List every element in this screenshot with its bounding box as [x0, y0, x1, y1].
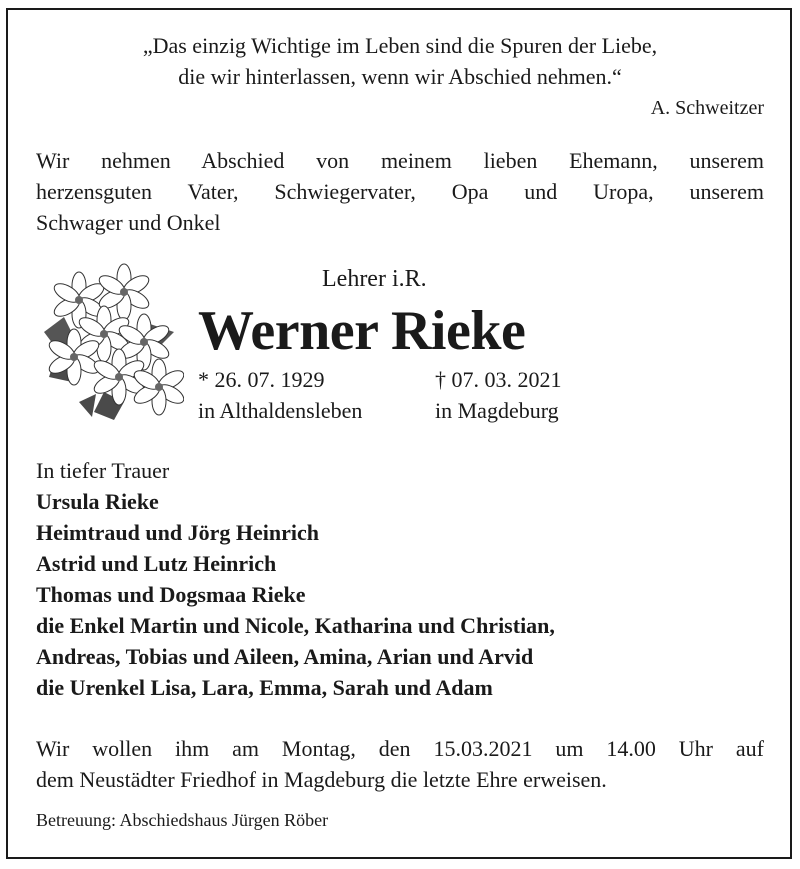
funeral-line-2: dem Neustädter Friedhof in Magdeburg die letzte Ehre erweisen. [36, 767, 607, 792]
intro-line-2: herzensguten Vater, Schwiegervater, Opa und Uropa, unserem [36, 179, 764, 204]
quote [20, 30, 780, 92]
intro-line-3: Schwager und Onkel [36, 210, 221, 235]
mourner-line: Ursula Rieke [36, 489, 159, 514]
mourner-line: Heimtraud und Jörg Heinrich [36, 520, 319, 545]
birth-info [198, 364, 362, 426]
mourner-line: die Enkel Martin und Nicole, Katharina und Christian, [36, 613, 555, 638]
mourners [36, 455, 555, 703]
quote-line-2: die wir hinterlassen, wenn wir Abschied nehmen.“ [178, 64, 622, 89]
funeral-line-1: Wir wollen ihm am Montag, den 15.03.2021 um 14.00 Uhr auf [36, 736, 764, 761]
intro-text [36, 145, 764, 238]
funeral-info [36, 733, 764, 795]
mourner-line: die Urenkel Lisa, Lara, Emma, Sarah und Adam [36, 675, 493, 700]
deceased-name: Werner Rieke [198, 300, 526, 362]
mourner-line: Andreas, Tobias und Aileen, Amina, Arian und Arvid [36, 644, 534, 669]
care-note: Betreuung: Abschiedshaus Jürgen Röber [36, 810, 329, 830]
death-date: † 07. 03. 2021 [435, 367, 562, 392]
mourners-heading: In tiefer Trauer [36, 458, 170, 483]
birth-place: in Althaldensleben [198, 398, 363, 423]
mourner-line: Astrid und Lutz Heinrich [36, 551, 277, 576]
death-place: in Magdeburg [435, 398, 559, 423]
death-info [435, 364, 562, 426]
quote-line-1: „Das einzig Wichtige im Leben sind die Spuren der Liebe, [142, 33, 658, 58]
notice-border [6, 8, 792, 859]
intro-line-1: Wir nehmen Abschied von meinem lieben Ehemann, unserem [36, 148, 764, 173]
mourner-line: Thomas und Dogsmaa Rieke [36, 582, 306, 607]
quote-author: A. Schweitzer [650, 97, 764, 119]
flower-bouquet-icon [34, 262, 184, 422]
birth-date: * 26. 07. 1929 [198, 367, 325, 392]
deceased-title: Lehrer i.R. [322, 266, 427, 292]
